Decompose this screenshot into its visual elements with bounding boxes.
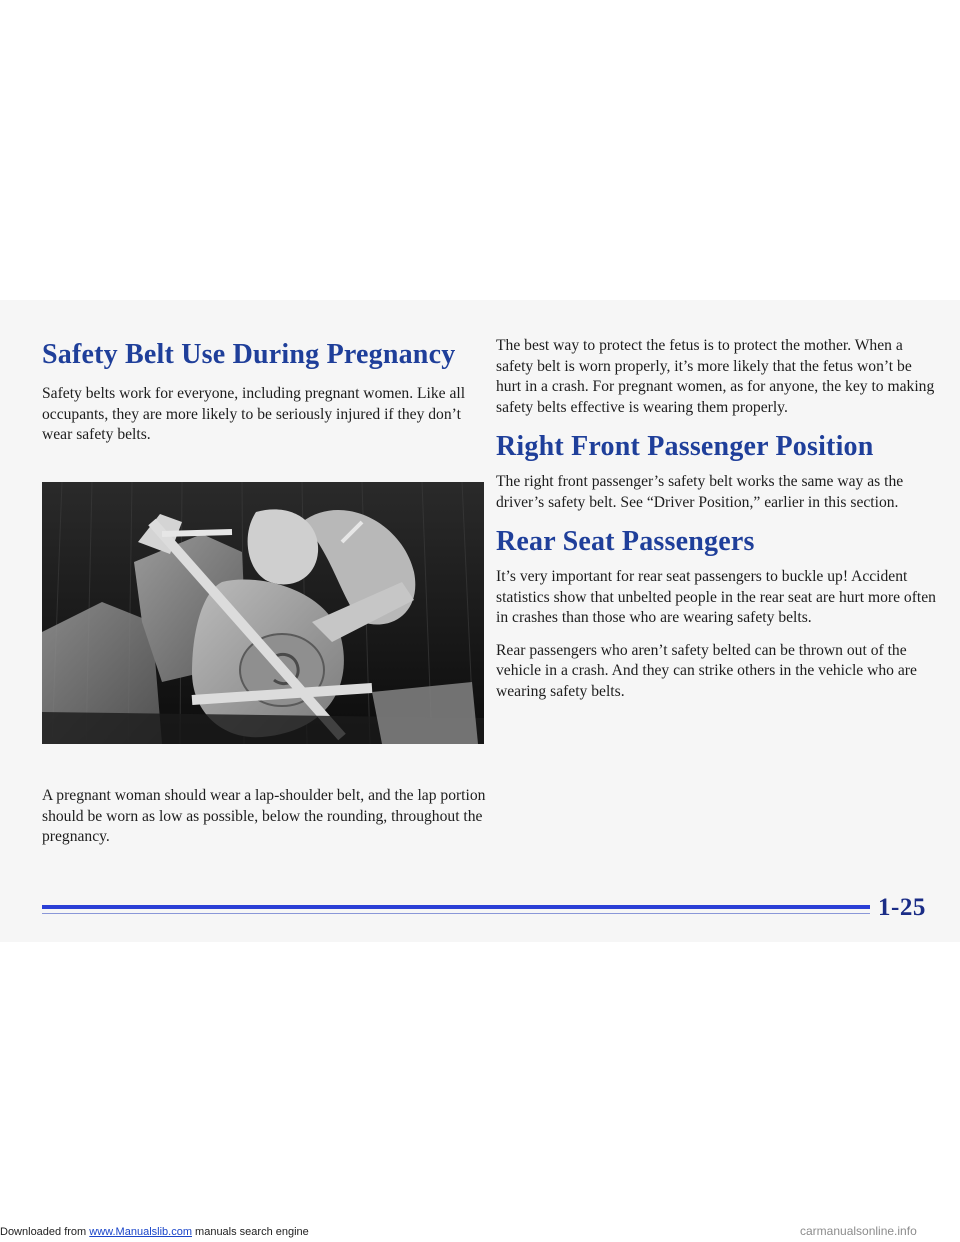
- page-rule-thick: [42, 905, 870, 909]
- heading-safety-belt-pregnancy: Safety Belt Use During Pregnancy: [42, 339, 456, 370]
- heading-right-front-passenger: Right Front Passenger Position: [496, 431, 874, 462]
- pregnant-woman-belted-illustration: [42, 482, 484, 744]
- paragraph-rear-seat-buckle-up: It’s very important for rear seat passengers to buckle up! Accident statistics show that unbelted people in the rear seat are hurt more often in crashes than those who are wearing safety belts.: [496, 568, 936, 626]
- download-footer: [0, 1226, 309, 1238]
- heading-rear-seat-passengers: Rear Seat Passengers: [496, 526, 755, 557]
- site-watermark: carmanualsonline.info: [800, 1224, 917, 1238]
- page-number: 1-25: [878, 894, 926, 921]
- paragraph-lap-shoulder-belt: A pregnant woman should wear a lap-shoulder belt, and the lap portion should be worn as low as possible, below the rounding, throughout the pregnancy.: [42, 787, 486, 845]
- paragraph-rear-unbelted-risk: Rear passengers who aren’t safety belted can be thrown out of the vehicle in a crash. And they can strike others in the vehicle who are wearing safety belts.: [496, 641, 917, 700]
- footer-suffix: manuals search engine: [191, 1226, 309, 1238]
- paragraph-pregnancy-intro: Safety belts work for everyone, including pregnant women. Like all occupants, they are more likely to be seriously injured if they don’t wear safety belts.: [42, 385, 466, 443]
- illustration-svg: [42, 482, 484, 744]
- right-column: [496, 336, 936, 702]
- paragraph-right-front-passenger: The right front passenger’s safety belt works the same way as the driver’s safety belt. See “Driver Position,” earlier in this section.: [496, 473, 904, 511]
- page-rule-thin: [42, 913, 870, 914]
- illustration-caption: [42, 786, 488, 848]
- footer-prefix: Downloaded from: [0, 1226, 90, 1238]
- left-column: [42, 338, 488, 446]
- paragraph-protect-fetus: The best way to protect the fetus is to protect the mother. When a safety belt is worn properly, it’s more likely that the fetus won’t be hurt in a crash. For pregnant women, as for anyone, the key to making safety belts effective is wearing them properly.: [496, 337, 935, 416]
- manualslib-link[interactable]: www.Manualslib.com: [89, 1226, 192, 1238]
